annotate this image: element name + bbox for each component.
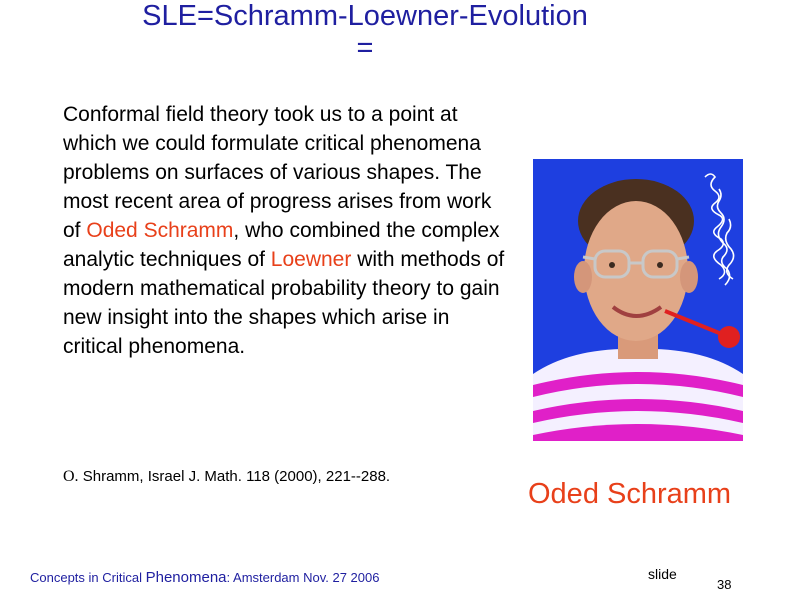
body-text-part-2: , who combined the complex analytic techniques of — [63, 219, 500, 271]
slide-title — [0, 0, 730, 64]
body-text-part-3: with methods of modern mathematical probability theory to gain new insight into the shapes which arise in critical phenomena. — [63, 248, 505, 358]
slide-number: 38 — [717, 577, 732, 592]
citation — [63, 468, 390, 486]
footer-text — [30, 569, 379, 586]
citation-initial: O. — [63, 468, 79, 485]
citation-text: Shramm, Israel J. Math. 118 (2000), 221--288. — [78, 468, 391, 485]
footer-part-2: Phenomena — [145, 569, 227, 586]
body-text-part-1: Conformal field theory took us to a point at which we could formulate critical phenomena problems on surfaces of various shapes. The most recent area of progress arises from work of — [63, 103, 492, 242]
photo-caption: Oded Schramm — [528, 478, 732, 510]
highlight-oded-schramm: Oded Schramm — [86, 219, 234, 242]
slide-label: slide — [648, 566, 677, 582]
highlight-loewner: Loewner — [270, 248, 352, 271]
footer-part-3: : Amsterdam Nov. 27 2006 — [226, 570, 380, 585]
portrait-illustration — [533, 159, 743, 441]
footer-part-1: Concepts in Critical — [30, 570, 146, 585]
body-paragraph — [63, 100, 513, 361]
portrait-photo — [533, 159, 743, 441]
title-line-1: SLE=Schramm-Loewner-Evolution — [142, 0, 588, 32]
title-line-2: = — [356, 32, 374, 64]
